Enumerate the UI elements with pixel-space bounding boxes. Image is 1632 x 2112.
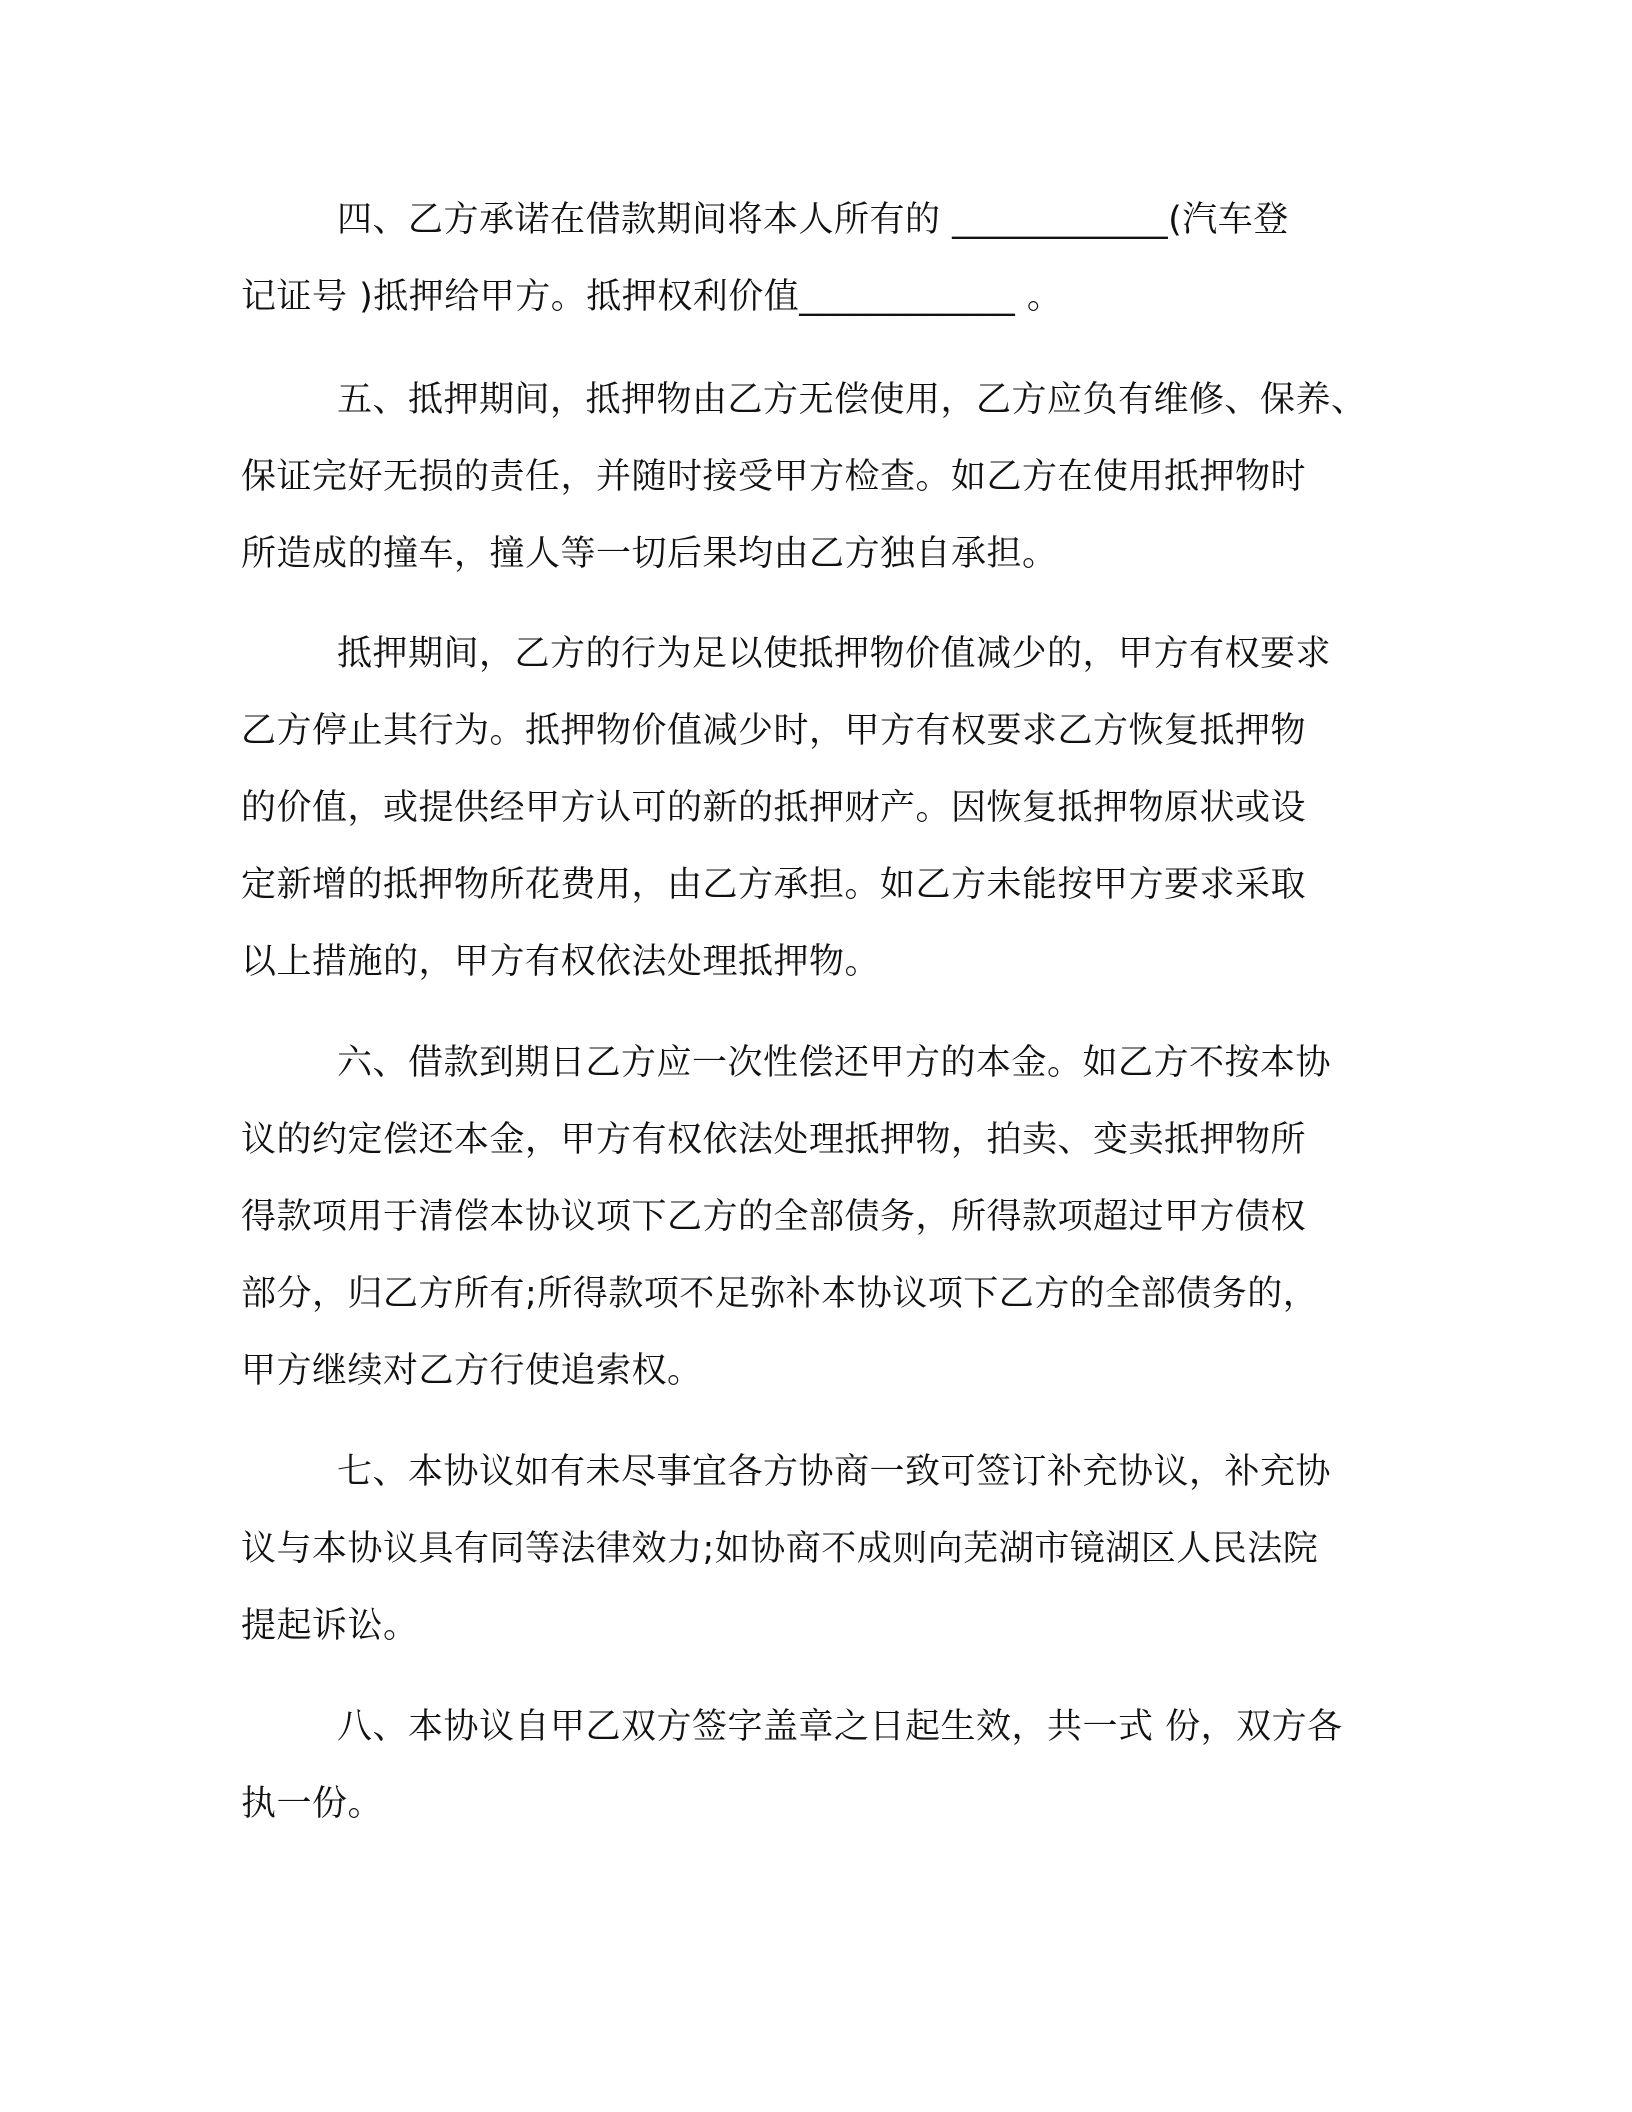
clause-8-paragraph: [241, 1697, 1421, 1851]
clause-4-paragraph: [241, 190, 1421, 344]
text-line: 六、借款到期日乙方应一次性偿还甲方的本金。如乙方不按本协: [337, 1043, 1332, 1083]
text-line: 五、抵押期间，抵押物由乙方无偿使用，乙方应负有维修、保养、: [337, 380, 1367, 420]
text-line: 乙方停止其行为。抵押物价值减少时，甲方有权要求乙方恢复抵押物: [241, 711, 1307, 751]
clause-6-paragraph: [241, 1033, 1421, 1418]
text-line: 抵押期间，乙方的行为足以使抵押物价值减少的，甲方有权要求: [337, 634, 1332, 674]
text-line: 以上措施的，甲方有权依法处理抵押物。: [241, 942, 881, 982]
text-line: 七、本协议如有未尽事宜各方协商一致可签订补充协议，补充协: [337, 1452, 1332, 1492]
text-line: 记证号 )抵押给甲方。抵押权利价值____________ 。: [241, 277, 1063, 317]
text-line: 定新增的抵押物所花费用，由乙方承担。如乙方未能按甲方要求采取: [241, 865, 1307, 905]
text-line: 提起诉讼。: [241, 1606, 419, 1646]
text-line: 得款项用于清偿本协议项下乙方的全部债务，所得款项超过甲方债权: [241, 1197, 1307, 1237]
text-line: 八、本协议自甲乙双方签字盖章之日起生效，共一式 份，双方各: [337, 1707, 1343, 1747]
text-line: 四、乙方承诺在借款期间将本人所有的 ____________(汽车登: [337, 200, 1289, 240]
text-line: 执一份。: [241, 1784, 384, 1824]
text-line: 部分，归乙方所有;所得款项不足弥补本协议项下乙方的全部债务的，: [241, 1274, 1319, 1314]
text-line: 议与本协议具有同等法律效力;如协商不成则向芜湖市镜湖区人民法院: [241, 1529, 1319, 1569]
text-line: 甲方继续对乙方行使追索权。: [241, 1351, 703, 1391]
text-line: 所造成的撞车，撞人等一切后果均由乙方独自承担。: [241, 534, 1058, 574]
clause-5-continuation-paragraph: [241, 624, 1421, 1009]
text-line: 议的约定偿还本金，甲方有权依法处理抵押物，拍卖、变卖抵押物所: [241, 1120, 1307, 1160]
clause-5-paragraph: [241, 370, 1421, 601]
text-line: 保证完好无损的责任，并随时接受甲方检查。如乙方在使用抵押物时: [241, 457, 1307, 497]
clause-7-paragraph: [241, 1442, 1421, 1673]
text-line: 的价值，或提供经甲方认可的新的抵押财产。因恢复抵押物原状或设: [241, 788, 1307, 828]
